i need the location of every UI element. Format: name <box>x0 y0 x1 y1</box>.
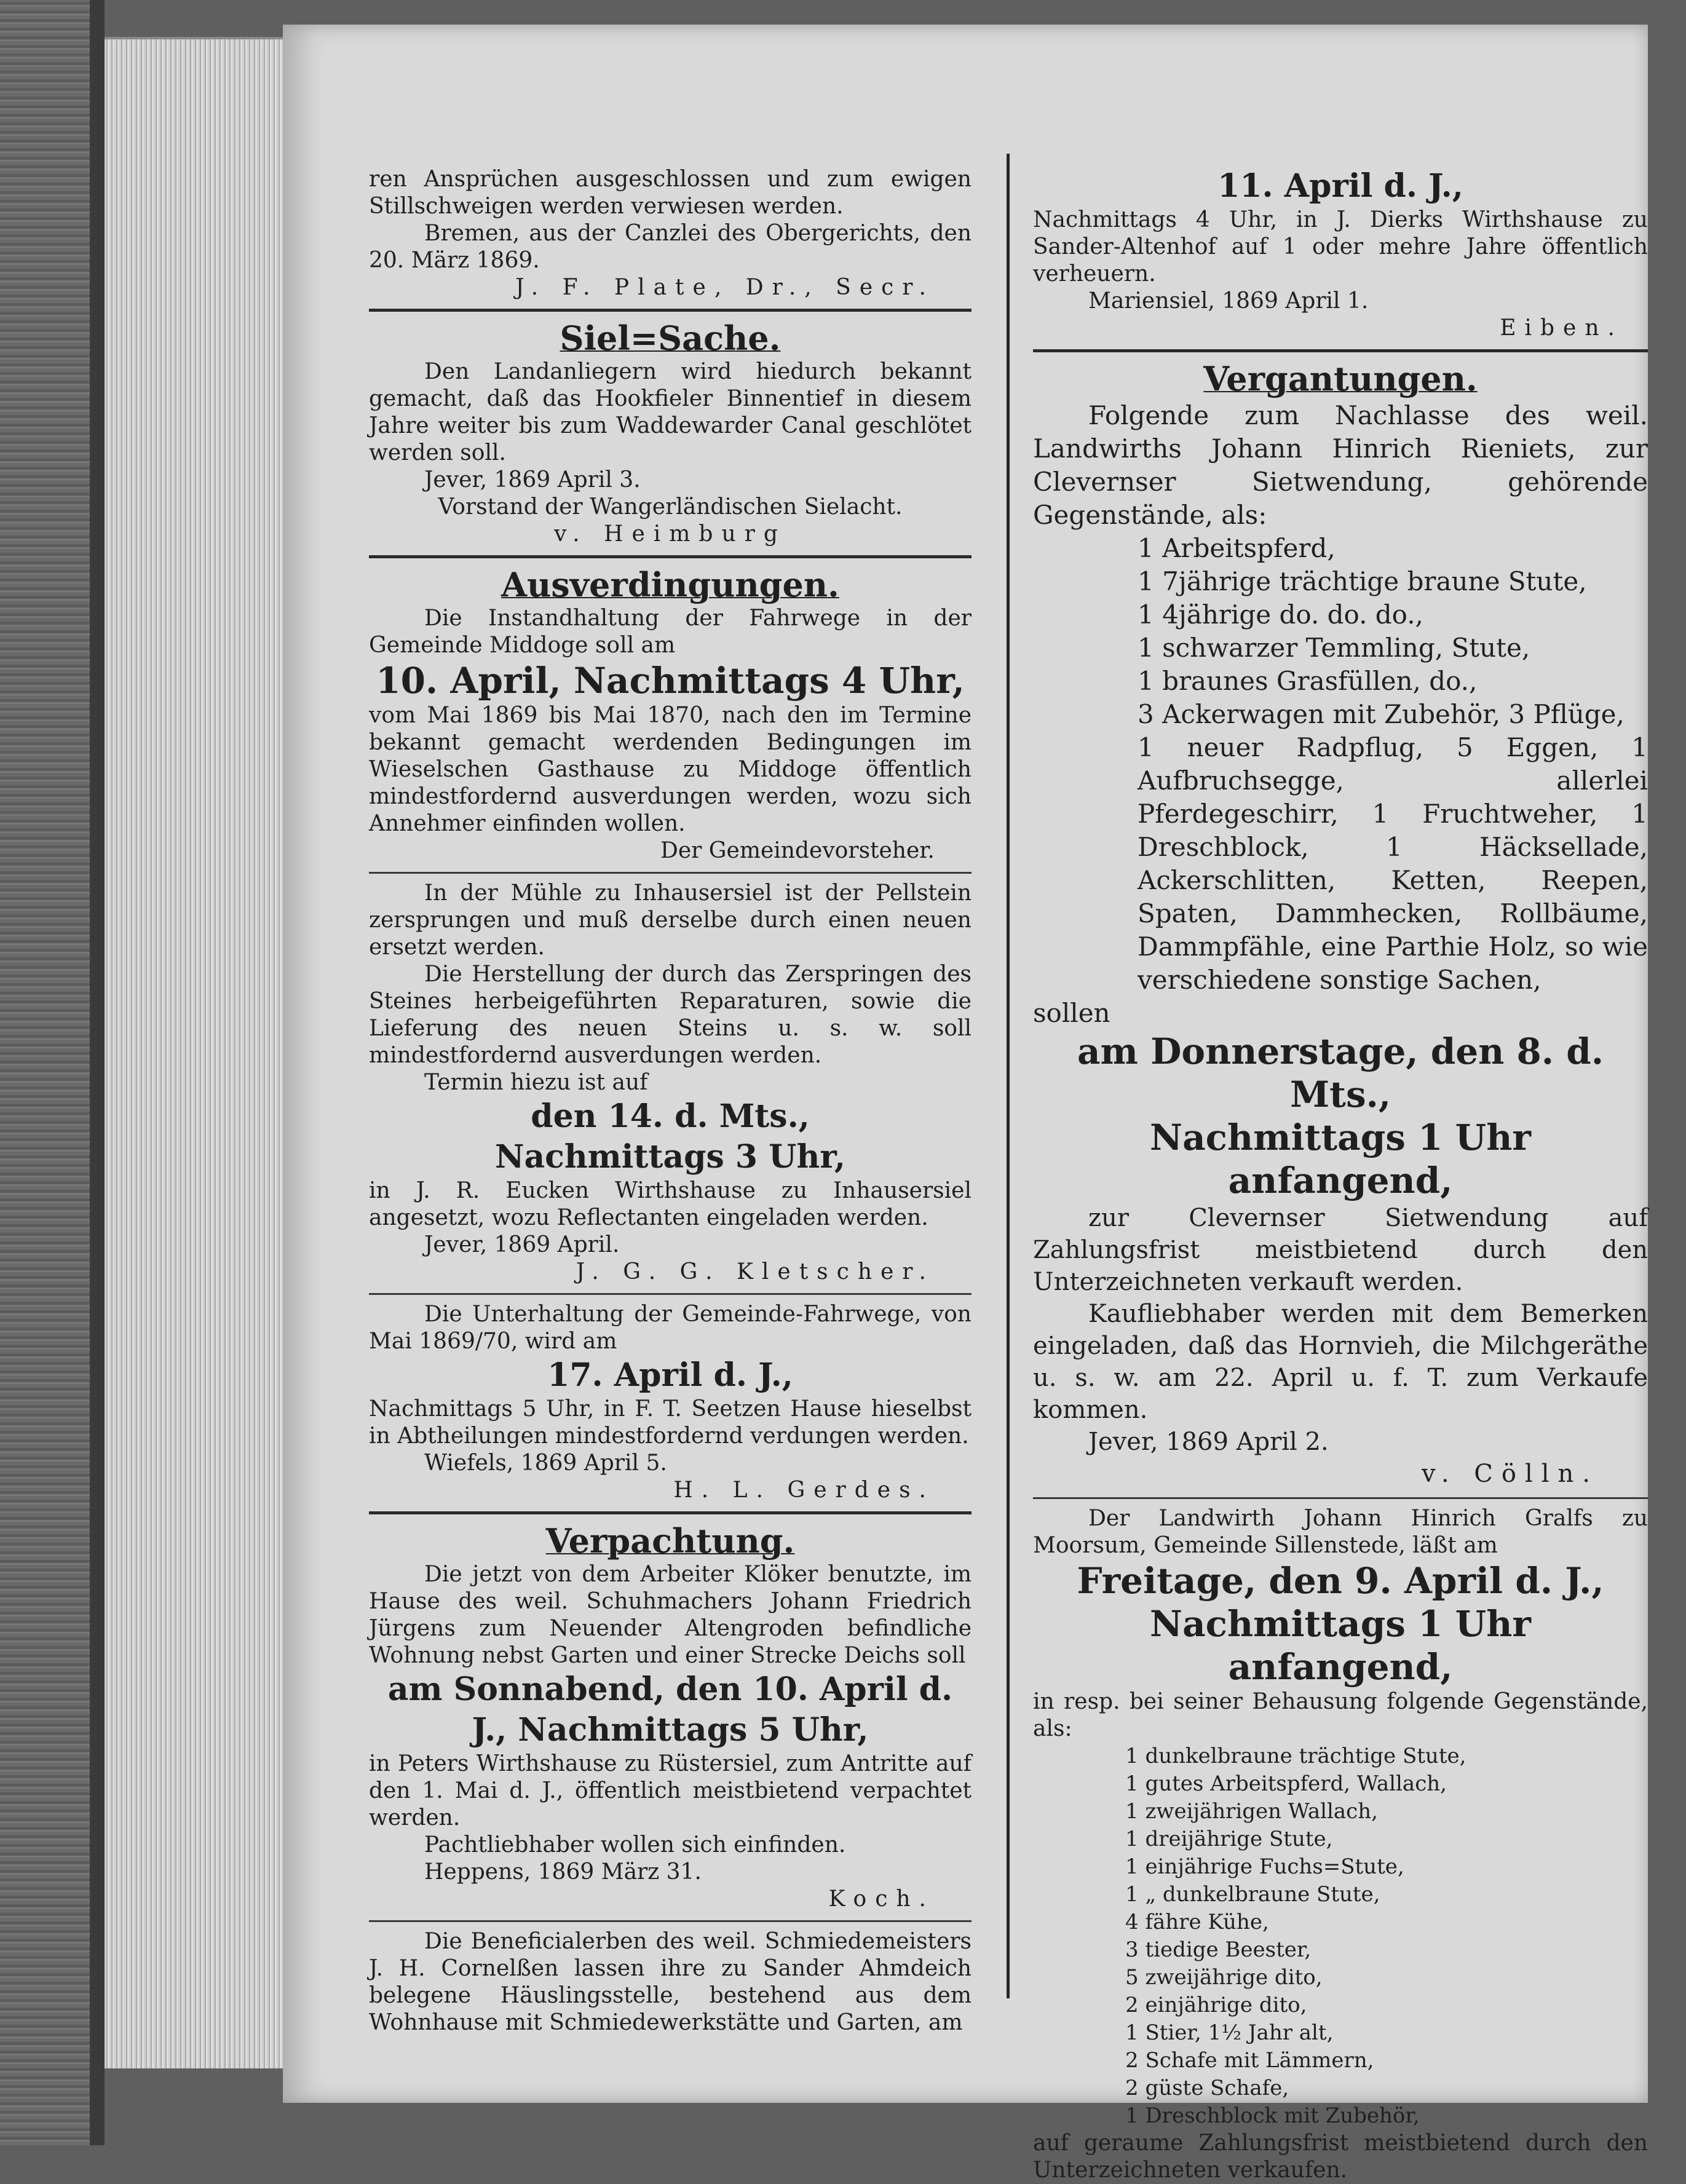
aus2-text1: In der Mühle zu Inhausersiel ist der Pellstein zersprungen und muß derselbe durch einen neuen ersetzt werden. <box>369 880 972 960</box>
aus2-text4: in J. R. Eucken Wirthshause zu Inhausersiel angesetzt, wozu Reflectanten eingeladen werden. <box>369 1178 972 1230</box>
verg-date1: am Donnerstage, den 8. d. Mts., <box>1077 1031 1604 1115</box>
land-date1: Freitage, den 9. April d. J., <box>1077 1560 1604 1602</box>
list-item: 5 zweijährige dito, <box>1125 1965 1323 1990</box>
siel-text: Den Landanliegern wird hiedurch bekannt gemacht, daß das Hookfieler Binnentief in diesem Jahre weiter bis zum Waddewarder Canal geschlötet werden soll. <box>369 359 972 465</box>
item-rule <box>1033 1497 1648 1499</box>
verpachtung-heading: Verpachtung. <box>545 1521 795 1561</box>
aus2-signature: J. G. G. Kletscher. <box>576 1259 935 1284</box>
list-item: 1 neuer Radpflug, 5 Eggen, 1 Aufbruchsegge, allerlei Pferdegeschirr, 1 Fruchtweher, 1 Dreschblock, 1 Häcksellade, Ackerschlitten, Ketten, Reepen, Spaten, Dammhecken, Rollbäume, Dammpfähle, eine Parthie Holz, so wie verschiedene sonstige Sachen, <box>1138 732 1648 995</box>
section-rule <box>369 555 972 558</box>
siel-signature: v. Heimburg <box>554 521 786 547</box>
list-item: 1 4jährige do. do. do., <box>1138 599 1423 630</box>
aus2-place: Jever, 1869 April. <box>424 1232 620 1257</box>
newspaper-page <box>283 25 1648 2183</box>
aus3-text1: Die Unterhaltung der Gemeinde-Fahrwege, von Mai 1869/70, wird am <box>369 1302 972 1354</box>
top-signature: Eiben. <box>1500 315 1623 341</box>
section-rule <box>369 309 972 312</box>
land-item-list <box>1033 1743 1648 2130</box>
aus3-signature: H. L. Gerdes. <box>673 1478 935 1503</box>
siel-board: Vorstand der Wangerländischen Sielacht. <box>438 494 903 520</box>
list-item: 1 zweijährigen Wallach, <box>1125 1799 1378 1824</box>
list-item: 1 dreijährige Stute, <box>1125 1827 1333 1851</box>
section-rule <box>1033 349 1648 352</box>
top-text: Nachmittags 4 Uhr, in J. Dierks Wirthshause zu Sander-Altenhof auf 1 oder mehre Jahre öffentlich verheuern. <box>1033 207 1648 287</box>
verg-text2: zur Clevernser Sietwendung auf Zahlungsfrist meistbietend durch den Unterzeichneten verkauft werden. <box>1033 1204 1648 1296</box>
section-rule <box>369 1511 972 1514</box>
aus2-text3: Termin hiezu ist auf <box>424 1070 648 1095</box>
list-item: 4 fähre Kühe, <box>1125 1910 1269 1934</box>
aus2-date1: den 14. d. Mts., <box>531 1098 810 1135</box>
land-text: Der Landwirth Johann Hinrich Gralfs zu Moorsum, Gemeinde Sillenstede, läßt am <box>1033 1506 1648 1558</box>
list-item: 1 braunes Grasfüllen, do., <box>1138 666 1478 696</box>
continuation-text: ren Ansprüchen ausgeschlossen und zum ewigen Stillschweigen werden verwiesen werden. <box>369 167 972 219</box>
list-item: 2 einjährige dito, <box>1125 1993 1307 2017</box>
aus1-text2: vom Mai 1869 bis Mai 1870, nach den im Termine bekannt gemacht werdenden Bedingungen im Wieselschen Gasthause zu Middoge öffentlich mindestfordernd ausverdungen werden, wozu sich Annehmer einfinden wollen. <box>369 703 972 836</box>
list-item: 1 dunkelbraune trächtige Stute, <box>1125 1744 1466 1768</box>
vergantungen-heading: Vergantungen. <box>1203 359 1478 398</box>
list-item: 3 Ackerwagen mit Zubehör, 3 Pflüge, <box>1138 699 1625 729</box>
right-column <box>1033 166 1648 2184</box>
list-item: 1 Arbeitspferd, <box>1138 533 1336 563</box>
top-place: Mariensiel, 1869 April 1. <box>1088 288 1369 314</box>
land-text2: in resp. bei seiner Behausung folgende Gegenstände, als: <box>1033 1689 1648 1741</box>
list-item: 2 güste Schafe, <box>1125 2076 1289 2100</box>
list-item: 1 „ dunkelbraune Stute, <box>1125 1882 1380 1907</box>
verg-item-list <box>1033 532 1648 997</box>
aus1-date: 10. April, Nachmittags 4 Uhr, <box>376 660 965 702</box>
verg-signature: v. Cölln. <box>1421 1460 1599 1488</box>
aus2-text2: Die Herstellung der durch das Zerspringen des Steines herbeigeführten Reparaturen, sowie die Lieferung des neuen Steins u. s. w. soll mindestfordernd ausverdungen werden. <box>369 962 972 1068</box>
verg-place: Jever, 1869 April 2. <box>1088 1428 1329 1456</box>
ver-text3: Pachtliebhaber wollen sich einfinden. <box>424 1832 846 1858</box>
list-item: 2 Schafe mit Lämmern, <box>1125 2048 1374 2073</box>
ver-date2: J., Nachmittags 5 Uhr, <box>472 1711 869 1749</box>
land-text3: auf geraume Zahlungsfrist meistbietend durch den Unterzeichneten verkaufen. <box>1033 2131 1648 2183</box>
aus1-text: Die Instandhaltung der Fahrwege in der Gemeinde Middoge soll am <box>369 606 972 658</box>
page-stack-edges <box>105 37 283 2068</box>
aus3-text2: Nachmittags 5 Uhr, in F. T. Seetzen Hause hieselbst in Abtheilungen mindestfordernd verdungen werden. <box>369 1396 972 1449</box>
list-item: 1 einjährige Fuchs=Stute, <box>1125 1854 1404 1879</box>
ver-text2: in Peters Wirthshause zu Rüstersiel, zum Antritte auf den 1. Mai d. J., öffentlich meistbietend verpachtet werden. <box>369 1751 972 1830</box>
column-divider <box>1007 154 1010 1998</box>
ver-place: Heppens, 1869 März 31. <box>424 1859 702 1885</box>
ausverdingungen-heading: Ausverdingungen. <box>501 565 839 604</box>
siel-place: Jever, 1869 April 3. <box>424 467 641 493</box>
item-rule <box>369 1293 972 1295</box>
item-rule <box>369 872 972 874</box>
signature-plate: J. F. Plate, Dr., Secr. <box>515 275 935 300</box>
ben-text: Die Beneficialerben des weil. Schmiedemeisters J. H. Cornelßen lassen ihre zu Sander Ahmdeich belegene Häuslingsstelle, bestehend aus dem Wohnhause mit Schmiedewerkstätte und Garten, am <box>369 1929 972 2035</box>
ver-date1: am Sonnabend, den 10. April d. <box>387 1671 953 1708</box>
list-item: 1 Dreschblock mit Zubehör, <box>1125 2103 1420 2128</box>
land-date2: Nachmittags 1 Uhr anfangend, <box>1150 1603 1531 1688</box>
verg-sollen: sollen <box>1033 998 1110 1028</box>
aus1-signature: Der Gemeindevorsteher. <box>660 838 935 863</box>
verg-intro: Folgende zum Nachlasse des weil. Landwirths Johann Hinrich Rieniets, zur Clevernser Sietwendung, gehörende Gegenstände, als: <box>1033 400 1648 530</box>
ver-text1: Die jetzt von dem Arbeiter Klöker benutzte, im Hause des weil. Schuhmachers Johann Friedrich Jürgens zum Neuender Altengroden befindliche Wohnung nebst Garten und einer Strecke Deichs soll <box>369 1562 972 1668</box>
list-item: 3 tiedige Beester, <box>1125 1937 1312 1962</box>
list-item: 1 schwarzer Temmling, Stute, <box>1138 633 1530 663</box>
list-item: 1 Stier, 1½ Jahr alt, <box>1125 2020 1334 2045</box>
aus3-date: 17. April d. J., <box>547 1356 793 1394</box>
verg-text3: Kaufliebhaber werden mit dem Bemerken eingeladen, daß das Hornvieh, die Milchgeräthe u. s. w. am 22. April u. f. T. zum Verkaufe kommen. <box>1033 1300 1648 1424</box>
court-line: Bremen, aus der Canzlei des Obergerichts, den 20. März 1869. <box>369 221 972 273</box>
book-cover-edge <box>0 0 105 2145</box>
list-item: 1 7jährige trächtige braune Stute, <box>1138 566 1587 596</box>
left-column <box>369 166 972 2036</box>
item-rule <box>369 1920 972 1922</box>
top-date: 11. April d. J., <box>1217 167 1463 205</box>
aus3-place: Wiefels, 1869 April 5. <box>424 1450 667 1476</box>
siel-heading: Siel=Sache. <box>560 318 781 358</box>
list-item: 1 gutes Arbeitspferd, Wallach, <box>1125 1771 1447 1796</box>
verg-date2: Nachmittags 1 Uhr anfangend, <box>1150 1117 1531 1201</box>
ver-signature: Koch. <box>828 1886 935 1912</box>
aus2-date2: Nachmittags 3 Uhr, <box>494 1138 846 1176</box>
